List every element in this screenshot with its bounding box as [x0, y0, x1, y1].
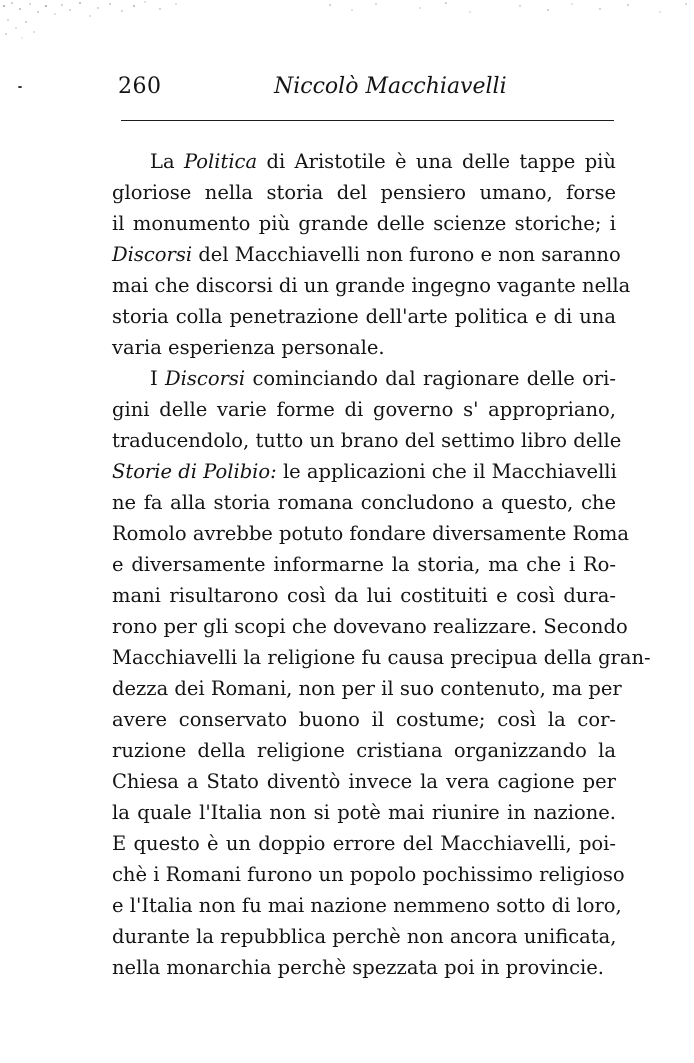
text-line: Discorsi del Macchiavelli non furono e non saranno [112, 243, 621, 266]
text-line: avere conservato buono il costume; così la cor- [112, 708, 616, 731]
text-line: ne fa alla storia romana concludono a questo, che [112, 491, 616, 514]
text-line: Chiesa a Stato diventò invece la vera cagione per [112, 770, 616, 793]
text-line: mai che discorsi di un grande ingegno vagante nella [112, 274, 631, 297]
running-title: Niccolò Macchiavelli [274, 74, 507, 99]
text-line: il monumento più grande delle scienze storiche; i [112, 212, 616, 235]
text-line: varia esperienza personale. [112, 336, 385, 359]
text-line: rono per gli scopi che dovevano realizzare. Secondo [112, 615, 628, 638]
text-line: chè i Romani furono un popolo pochissimo religioso [112, 863, 625, 886]
text-line: Macchiavelli la religione fu causa precipua della gran- [112, 646, 651, 669]
text-line: E questo è un doppio errore del Macchiavelli, poi- [112, 832, 616, 855]
text-line: storia colla penetrazione dell'arte politica e di una [112, 305, 616, 328]
text-line: nella monarchia perchè spezzata poi in provincie. [112, 956, 605, 979]
text-line: la quale l'Italia non si potè mai riunire in nazione. [112, 801, 616, 824]
body-text [112, 146, 651, 983]
text-line: e diversamente informarne la storia, ma che i Ro- [112, 553, 616, 576]
text-line: La Politica di Aristotile è una delle tappe più [150, 150, 616, 173]
page-number: 260 [118, 74, 162, 99]
header-rule [121, 120, 614, 121]
page-header [118, 70, 618, 110]
text-line: mani risultarono così da lui costituiti e così dura- [112, 584, 616, 607]
scan-speck [18, 86, 22, 88]
text-line: traducendolo, tutto un brano del settimo libro delle [112, 429, 622, 452]
text-line: gini delle varie forme di governo s' appropriano, [112, 398, 616, 421]
scan-noise-top [0, 0, 694, 40]
text-line: dezza dei Romani, non per il suo contenuto, ma per [112, 677, 622, 700]
text-line: ruzione della religione cristiana organizzando la [112, 739, 616, 762]
text-line: Romolo avrebbe potuto fondare diversamente Roma [112, 522, 630, 545]
text-line: e l'Italia non fu mai nazione nemmeno sotto di loro, [112, 894, 622, 917]
text-line: gloriose nella storia del pensiero umano, forse [112, 181, 616, 204]
text-line: durante la repubblica perchè non ancora unificata, [112, 925, 617, 948]
text-line: I Discorsi cominciando dal ragionare delle ori- [150, 367, 616, 390]
text-line: Storie di Polibio: le applicazioni che il Macchiavelli [112, 460, 617, 483]
